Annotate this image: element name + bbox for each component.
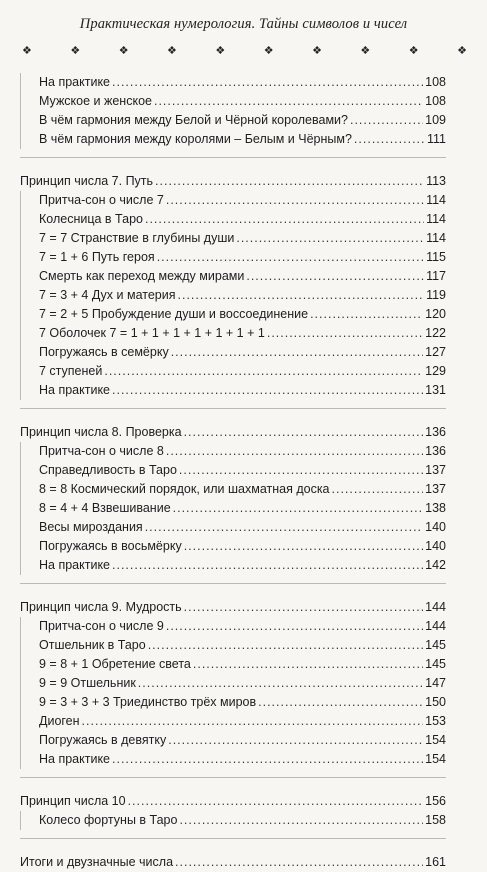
toc-entry-title: На практике xyxy=(39,558,111,572)
toc-entry-title: Принцип числа 10 xyxy=(20,794,126,808)
toc-page-number: 113 xyxy=(426,174,446,188)
dot-leader xyxy=(175,853,423,871)
toc-entry xyxy=(20,556,446,575)
dot-leader xyxy=(332,480,424,498)
dot-leader xyxy=(82,712,424,730)
dot-leader xyxy=(154,92,423,110)
toc-page-number: 144 xyxy=(425,619,446,633)
table-of-contents xyxy=(20,73,446,872)
dot-leader xyxy=(145,518,423,536)
dot-leader xyxy=(148,636,423,654)
dot-leader xyxy=(168,731,423,749)
toc-entry xyxy=(20,518,446,537)
toc-page-number: 145 xyxy=(425,638,446,652)
toc-entry xyxy=(20,636,446,655)
dot-leader xyxy=(171,343,423,361)
toc-entry-title: 7 = 7 Странствие в глубины души xyxy=(39,231,235,245)
toc-entry xyxy=(20,92,446,111)
dot-leader xyxy=(178,286,425,304)
toc-entry-title: 7 ступеней xyxy=(39,364,103,378)
running-header: Практическая нумерология. Тайны символов и чисел xyxy=(79,16,408,32)
dot-leader xyxy=(246,267,424,285)
toc-entry xyxy=(20,693,446,712)
toc-page-number: 114 xyxy=(426,193,446,207)
toc-section xyxy=(20,777,446,830)
dot-leader xyxy=(236,229,424,247)
toc-entry xyxy=(20,267,446,286)
toc-entry-title: Весы мироздания xyxy=(39,520,143,534)
toc-entry-title: Колесница в Таро xyxy=(39,212,143,226)
toc-entry-title: 7 = 2 + 5 Пробуждение души и воссоединение xyxy=(39,307,309,321)
dot-leader xyxy=(166,191,424,209)
toc-entry-title: 7 = 1 + 6 Путь героя xyxy=(39,250,155,264)
toc-entry-title: 7 = 3 + 4 Дух и материя xyxy=(39,288,176,302)
toc-chapter-heading xyxy=(20,423,446,442)
toc-entry xyxy=(20,499,446,518)
toc-entry xyxy=(20,674,446,693)
toc-section xyxy=(20,73,446,149)
dot-leader xyxy=(193,655,423,673)
toc-page-number: 114 xyxy=(426,231,446,245)
toc-section xyxy=(20,408,446,575)
dot-leader xyxy=(184,537,423,555)
dot-leader xyxy=(184,423,424,441)
toc-entry-title: На практике xyxy=(39,75,111,89)
dot-leader xyxy=(138,674,423,692)
toc-entry-title: Отшельник в Таро xyxy=(39,638,146,652)
toc-entry-title: Справедливость в Таро xyxy=(39,463,177,477)
toc-entry-title: На практике xyxy=(39,383,111,397)
toc-entry xyxy=(20,248,446,267)
toc-entry xyxy=(20,750,446,769)
toc-entry-title: Притча-сон о числе 8 xyxy=(39,444,164,458)
toc-entry-title: Смерть как переход между мирами xyxy=(39,269,245,283)
ornament-diamond-icon: ❖ xyxy=(457,45,467,57)
toc-entry xyxy=(20,731,446,750)
dot-leader xyxy=(179,461,423,479)
toc-page-number: 122 xyxy=(425,326,446,340)
toc-entry xyxy=(20,480,446,499)
toc-section xyxy=(20,157,446,400)
toc-entry-title: Мужское и женское xyxy=(39,94,152,108)
toc-entry-title: Погружаясь в восьмёрку xyxy=(39,539,182,553)
toc-entry-title: Принцип числа 9. Мудрость xyxy=(20,600,182,614)
dot-leader xyxy=(184,598,424,616)
toc-page-number: 109 xyxy=(425,113,446,127)
toc-entry-title: В чём гармония между Белой и Чёрной королевами? xyxy=(39,113,348,127)
toc-entry xyxy=(20,712,446,731)
toc-entry xyxy=(20,655,446,674)
toc-entry-title: На практике xyxy=(39,752,111,766)
ornament-diamond-icon: ❖ xyxy=(22,45,32,57)
dot-leader xyxy=(166,442,423,460)
dot-leader xyxy=(350,111,423,129)
toc-page-number: 158 xyxy=(425,813,446,827)
toc-entry xyxy=(20,111,446,130)
toc-entry xyxy=(20,442,446,461)
toc-page-number: 131 xyxy=(425,383,446,397)
toc-page-number: 108 xyxy=(425,75,446,89)
toc-chapter-heading xyxy=(20,172,446,191)
toc-entry-title: Погружаясь в девятку xyxy=(39,733,167,747)
section-divider xyxy=(20,583,446,598)
toc-entry xyxy=(20,461,446,480)
toc-page-number: 138 xyxy=(425,501,446,515)
toc-page-number: 108 xyxy=(425,94,446,108)
toc-page-number: 150 xyxy=(425,695,446,709)
dot-leader xyxy=(112,750,423,768)
toc-page-number: 114 xyxy=(426,212,446,226)
toc-page-number: 111 xyxy=(426,132,446,146)
ornament-diamond-icon: ❖ xyxy=(360,45,371,57)
toc-entry-title: Притча-сон о числе 9 xyxy=(39,619,164,633)
toc-entry-title: В чём гармония между королями – Белым и Чёрным? xyxy=(39,132,352,146)
toc-page-number: 137 xyxy=(425,463,446,477)
section-divider xyxy=(20,157,446,172)
dot-leader xyxy=(173,499,424,517)
dot-leader xyxy=(104,362,423,380)
toc-entry-title: 8 = 4 + 4 Взвешивание xyxy=(39,501,171,515)
toc-entry xyxy=(20,210,446,229)
toc-page-number: 140 xyxy=(425,539,446,553)
toc-entry-title: 9 = 8 + 1 Обретение света xyxy=(39,657,191,671)
toc-entry xyxy=(20,537,446,556)
dot-leader xyxy=(112,73,423,91)
ornament-diamond-icon: ❖ xyxy=(312,45,322,57)
toc-entry xyxy=(20,286,446,305)
dot-leader xyxy=(112,381,423,399)
toc-entry xyxy=(20,362,446,381)
toc-entry xyxy=(20,811,446,830)
toc-entry-title: Притча-сон о числе 7 xyxy=(39,193,164,207)
toc-page-number: 120 xyxy=(425,307,446,321)
toc-entry-title: Колесо фортуны в Таро xyxy=(39,813,178,827)
toc-chapter-heading xyxy=(20,792,446,811)
toc-entry-title: Принцип числа 8. Проверка xyxy=(20,425,182,439)
dot-leader xyxy=(258,693,423,711)
section-divider xyxy=(20,408,446,423)
dot-leader xyxy=(157,248,424,266)
toc-chapter-heading xyxy=(20,598,446,617)
toc-page-number: 161 xyxy=(425,855,446,869)
toc-entry xyxy=(20,130,446,149)
ornament-diamond-icon: ❖ xyxy=(215,45,226,57)
ornament-diamond-icon: ❖ xyxy=(167,45,177,57)
dot-leader xyxy=(179,811,423,829)
ornament-diamond-icon: ❖ xyxy=(70,45,81,57)
section-divider xyxy=(20,838,446,853)
toc-entry xyxy=(20,343,446,362)
toc-page-number: 153 xyxy=(425,714,446,728)
toc-page-number: 136 xyxy=(425,444,446,458)
toc-page-number: 137 xyxy=(425,482,446,496)
toc-entry-title: 9 = 3 + 3 + 3 Триединство трёх миров xyxy=(39,695,257,709)
toc-page-number: 140 xyxy=(425,520,446,534)
dot-leader xyxy=(112,556,423,574)
toc-page-number: 127 xyxy=(425,345,446,359)
toc-entry xyxy=(20,73,446,92)
toc-page-number: 136 xyxy=(425,425,446,439)
toc-page-number: 147 xyxy=(425,676,446,690)
section-divider xyxy=(20,777,446,792)
toc-entry xyxy=(20,191,446,210)
ornament-diamond-icon: ❖ xyxy=(263,45,274,57)
dot-leader xyxy=(267,324,423,342)
toc-entry xyxy=(20,381,446,400)
dot-leader xyxy=(166,617,423,635)
ornament-diamond-icon: ❖ xyxy=(408,45,419,57)
toc-page-number: 144 xyxy=(425,600,446,614)
toc-chapter-heading xyxy=(20,853,446,872)
toc-entry-title: Диоген xyxy=(39,714,80,728)
ornament-row xyxy=(22,44,467,57)
toc-entry xyxy=(20,229,446,248)
ornament-diamond-icon: ❖ xyxy=(118,45,129,57)
toc-entry-title: Погружаясь в семёрку xyxy=(39,345,169,359)
toc-page-number: 154 xyxy=(425,752,446,766)
toc-entry xyxy=(20,324,446,343)
toc-entry-title: 7 Оболочек 7 = 1 + 1 + 1 + 1 + 1 + 1 + 1 xyxy=(39,326,265,340)
dot-leader xyxy=(145,210,424,228)
toc-page-number: 129 xyxy=(425,364,446,378)
toc-entry xyxy=(20,305,446,324)
toc-page-number: 119 xyxy=(426,288,446,302)
dot-leader xyxy=(128,792,424,810)
toc-section xyxy=(20,583,446,769)
dot-leader xyxy=(155,172,424,190)
dot-leader xyxy=(354,130,425,148)
toc-page-number: 115 xyxy=(426,250,446,264)
toc-section xyxy=(20,838,446,872)
toc-entry-title: 8 = 8 Космический порядок, или шахматная доска xyxy=(39,482,330,496)
toc-page-number: 142 xyxy=(425,558,446,572)
toc-page-number: 117 xyxy=(426,269,446,283)
toc-page-number: 154 xyxy=(425,733,446,747)
toc-page-number: 145 xyxy=(425,657,446,671)
dot-leader xyxy=(310,305,423,323)
toc-page-number: 156 xyxy=(425,794,446,808)
toc-entry-title: Принцип числа 7. Путь xyxy=(20,174,154,188)
toc-entry-title: 9 = 9 Отшельник xyxy=(39,676,136,690)
toc-entry xyxy=(20,617,446,636)
toc-entry-title: Итоги и двузначные числа xyxy=(20,855,174,869)
